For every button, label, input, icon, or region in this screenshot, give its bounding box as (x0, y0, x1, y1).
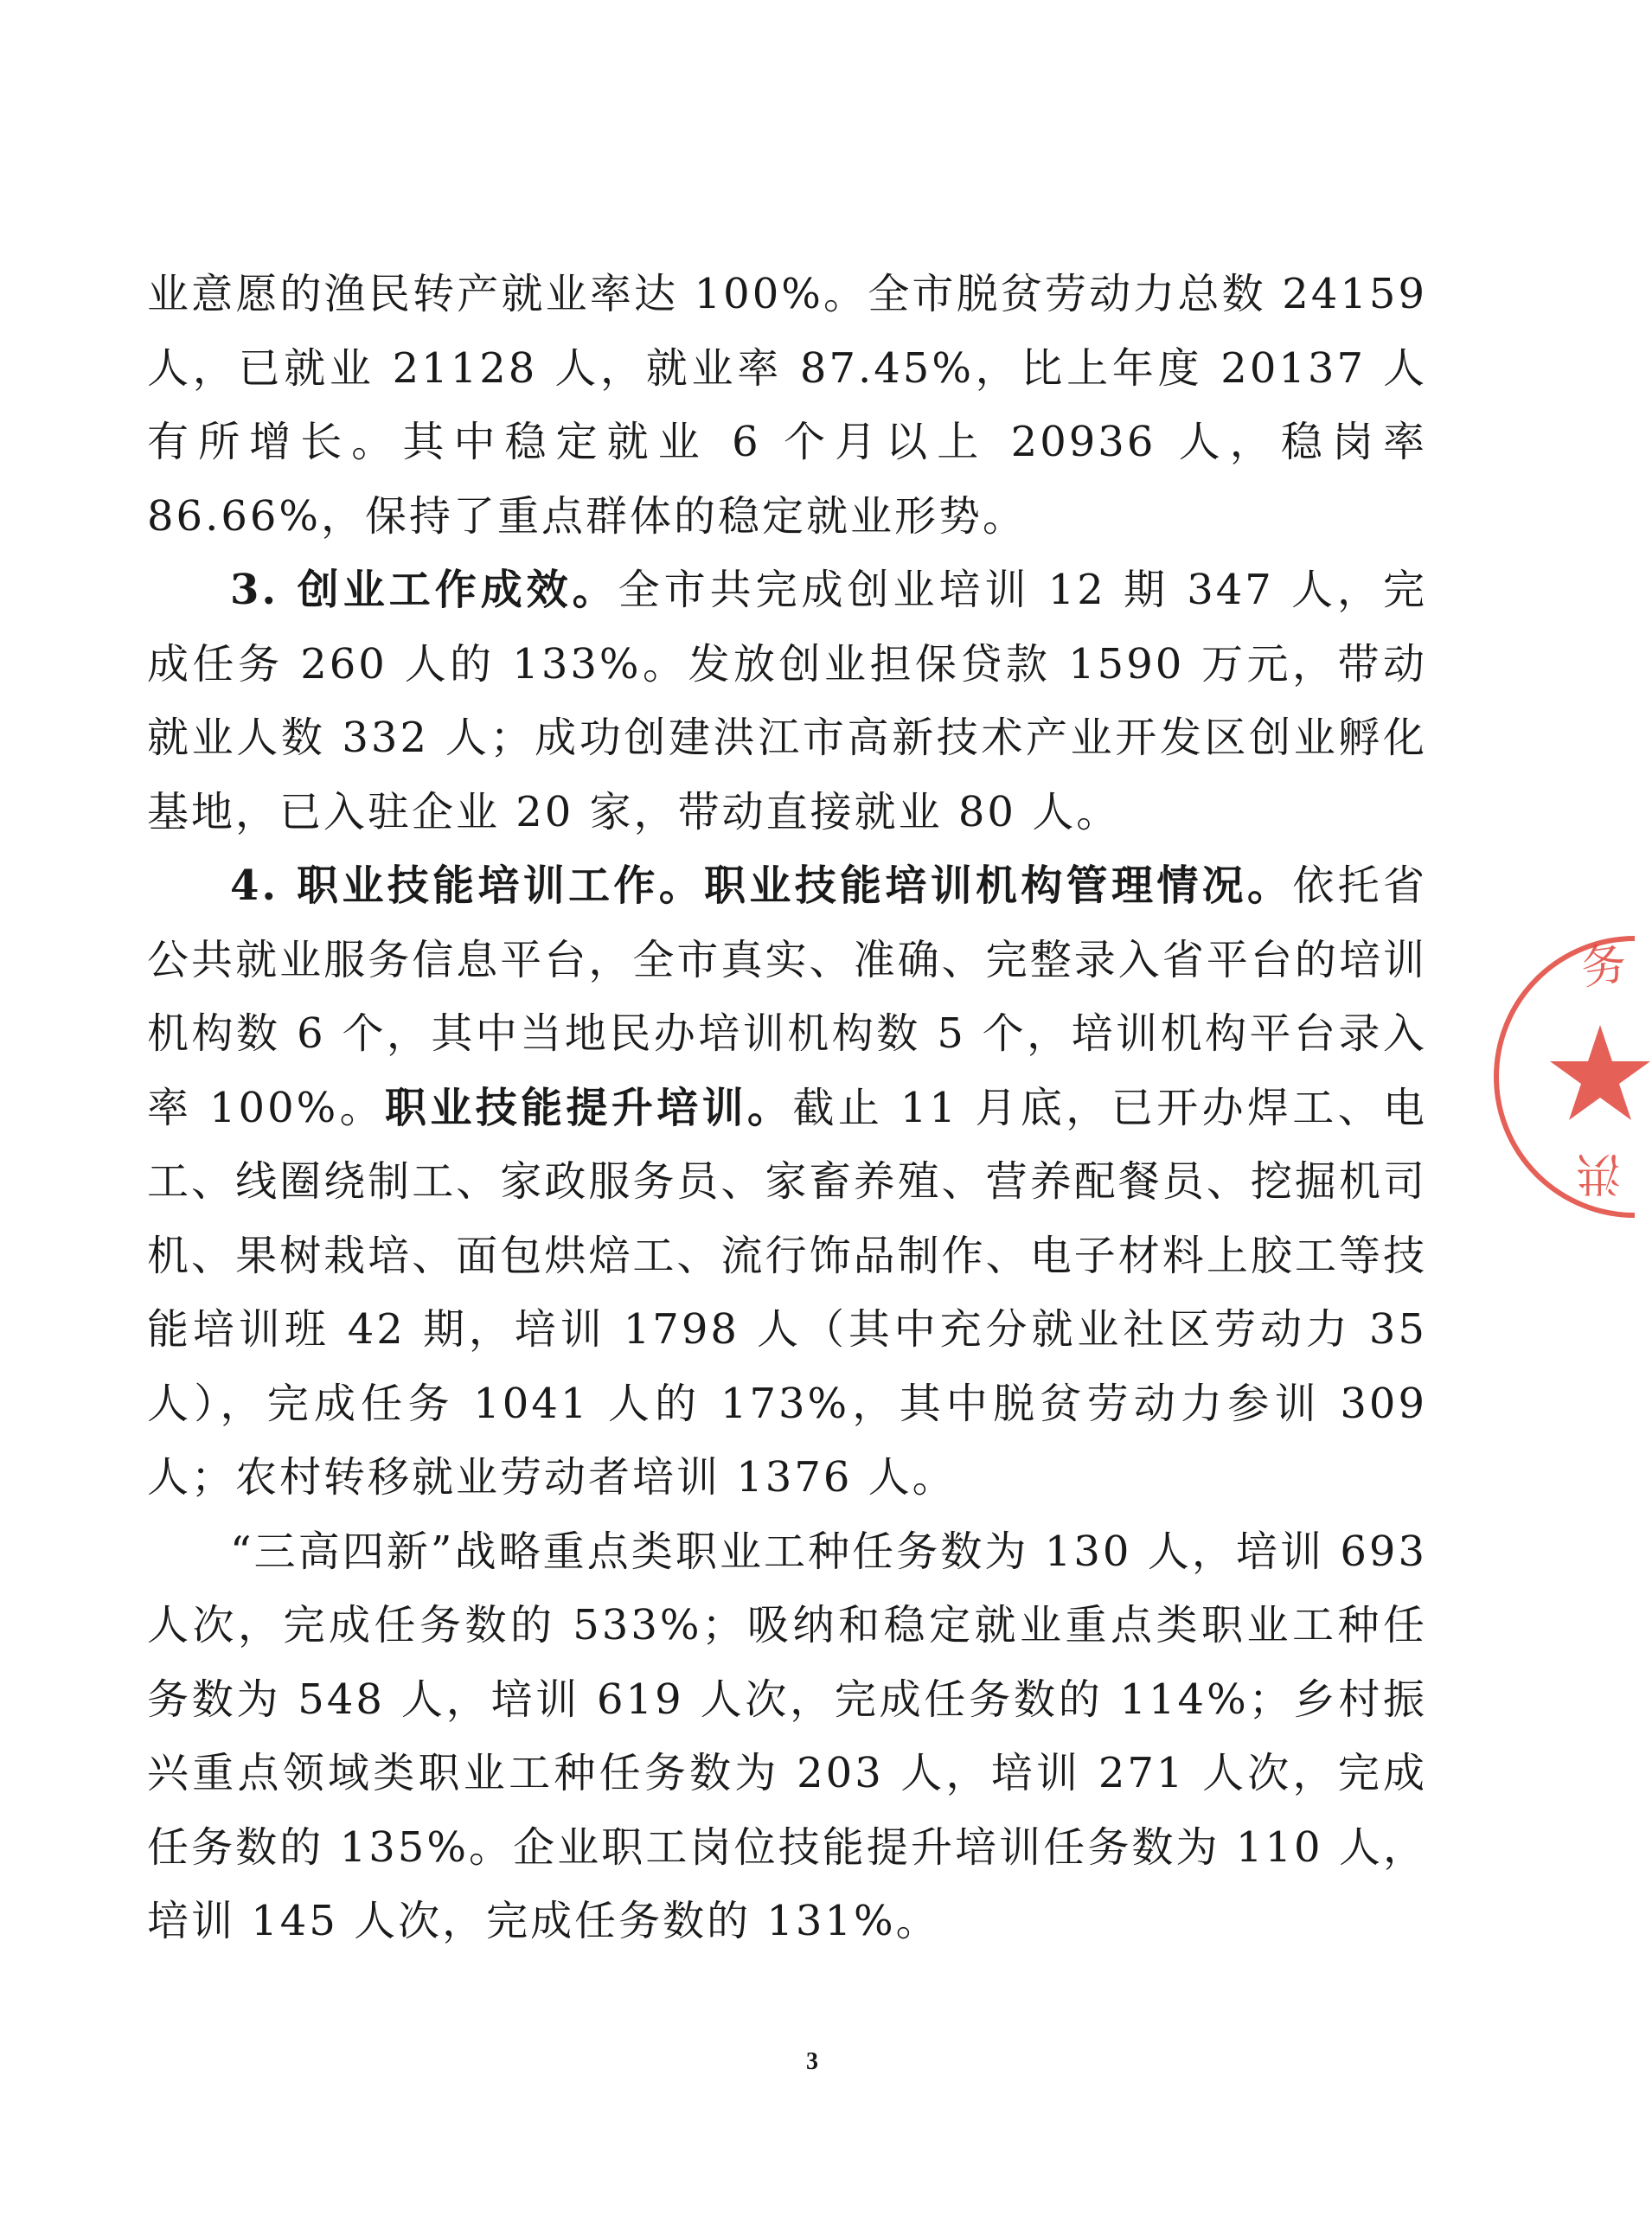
subheading-skill-upgrade: 职业技能提升培训。 (385, 1083, 793, 1132)
page-number: 3 (806, 2048, 818, 2075)
section-heading-3: 3. 创业工作成效。 (230, 566, 618, 614)
section-heading-4: 4. 职业技能培训工作。 (230, 861, 705, 910)
seal-char-top: 务 (1578, 938, 1630, 996)
paragraph-employment-stats: 业意愿的渔民转产就业率达 100%。全市脱贫劳动力总数 24159 人，已就业 21128 人，就业率 87.45%，比上年度 20137 人有所增长。其中稳定就业 6 个月以上 20936 人，稳岗率 86.66%，保持了重点群体的稳定就业形势。 (147, 270, 1427, 541)
paragraph-entrepreneurship (147, 554, 1427, 849)
seal-star (1550, 1025, 1650, 1120)
seal-char-bottom: 洪 (1575, 1147, 1621, 1199)
paragraph-text: 截止 11 月底，已开办焊工、电工、线圈绕制工、家政服务员、家畜养殖、营养配餐员、挖掘机司机、果树栽培、面包烘焙工、流行饰品制作、电子材料上胶工等技能培训班 42 期，培训 1798 人（其中充分就业社区劳动力 35 人），完成任务 1041 人的 173%，其中脱贫劳动力参训 309 人；农村转移就业劳动者培训 1376 人。 (147, 1083, 1427, 1502)
document-body (147, 258, 1427, 1959)
paragraph-text: 全市共完成创业培训 12 期 347 人，完成任务 260 人的 133%。发放创业担保贷款 1590 万元，带动就业人数 332 人；成功创建洪江市高新技术产业开发区创业孵化基地，已入驻企业 20 家，带动直接就业 80 人。 (147, 566, 1427, 836)
paragraph-key-occupations: “三高四新”战略重点类职业工种任务数为 130 人，培训 693 人次，完成任务数的 533%；吸纳和稳定就业重点类职业工种任务数为 548 人，培训 619 人次，完成任务数的 114%；乡村振兴重点领域类职业工种任务数为 203 人，培训 271 人次，完成任务数的 135%。企业职工岗位技能提升培训任务数为 110 人，培训 145 人次，完成任务数的 131%。 (147, 1527, 1427, 1945)
official-seal-stamp (1548, 904, 1652, 1233)
paragraph-text: 依托省公共就业服务信息平台，全市真实、准确、完整录入省平台的培训机构数 6 个，其中当地民办培训机构数 5 个，培训机构平台录入率 100%。 (147, 861, 1427, 1132)
subheading-institution-management: 职业技能培训机构管理情况。 (704, 861, 1293, 910)
paragraph-vocational-training (147, 849, 1427, 1515)
